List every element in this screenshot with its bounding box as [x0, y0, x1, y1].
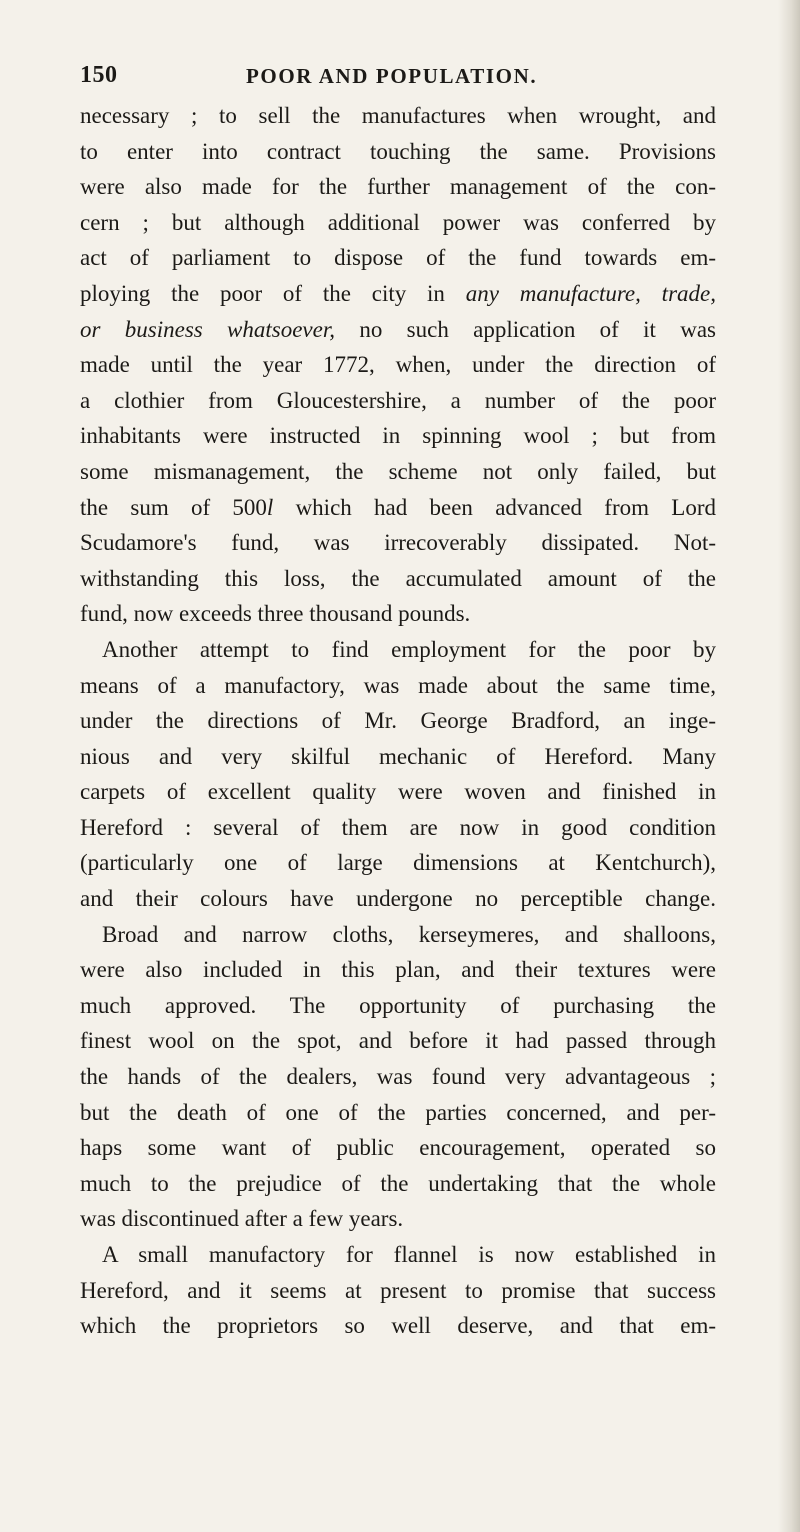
text-run: and their colours have undergone no perceptible change.: [80, 886, 716, 912]
page-header: [80, 62, 720, 96]
text-line: [80, 1166, 716, 1202]
text-line: [80, 347, 716, 383]
text-run: haps some want of public encouragement, operated so: [80, 1135, 716, 1161]
text-run: inhabitants were instructed in spinning wool ; but from: [80, 423, 716, 449]
text-run: to enter into contract touching the same. Provisions: [80, 138, 716, 164]
text-run: which the proprietors so well deserve, and that em-: [80, 1313, 716, 1339]
text-line: [80, 845, 716, 881]
text-line: [80, 881, 716, 917]
text-run: were also made for the further management of the con-: [80, 174, 716, 200]
text-run: which had been advanced from Lord: [273, 494, 716, 520]
text-line: [80, 917, 716, 953]
page-number: 150: [80, 62, 118, 88]
text-line: [80, 98, 716, 134]
text-run: Hereford : several of them are now in good condition: [80, 814, 716, 840]
text-run: no such application of it was: [335, 316, 716, 342]
italic-run: or business whatsoever,: [80, 316, 336, 342]
text-run: much to the prejudice of the undertaking that the whole: [80, 1170, 716, 1196]
text-line: [80, 774, 716, 810]
text-line: [80, 1308, 716, 1344]
text-run: necessary ; to sell the manufactures when wrought, and: [80, 103, 716, 128]
text-line: [80, 739, 716, 775]
text-line: [80, 1095, 716, 1131]
italic-run: any manufacture, trade,: [465, 280, 716, 306]
text-line: [80, 596, 716, 632]
text-run: finest wool on the spot, and before it had passed through: [80, 1028, 716, 1054]
text-run: under the directions of Mr. George Bradford, an inge-: [80, 708, 716, 734]
text-run: Hereford, and it seems at present to promise that success: [80, 1277, 716, 1303]
text-line: [80, 1059, 716, 1095]
text-run: Another attempt to find employment for the poor by: [102, 636, 716, 662]
text-run: much approved. The opportunity of purchasing the: [80, 992, 716, 1018]
text-line: [80, 1273, 716, 1309]
text-line: [80, 1130, 716, 1166]
text-line: [80, 418, 716, 454]
text-run: fund, now exceeds three thousand pounds.: [80, 601, 471, 627]
text-line: [80, 1201, 716, 1237]
text-run: were also included in this plan, and their textures were: [80, 957, 716, 983]
text-run: means of a manufactory, was made about the same time,: [80, 672, 716, 698]
text-run: act of parliament to dispose of the fund towards em-: [80, 245, 716, 271]
text-line: [80, 490, 716, 526]
text-line: [80, 312, 716, 348]
text-run: a clothier from Gloucestershire, a number of the poor: [80, 387, 716, 413]
text-line: [80, 668, 716, 704]
text-run: ploying the poor of the city in: [80, 280, 466, 306]
text-line: [80, 952, 716, 988]
text-line: [80, 454, 716, 490]
page-edge-shadow: [778, 0, 800, 1532]
text-run: the hands of the dealers, was found very advantageous ;: [80, 1064, 716, 1090]
text-run: A small manufactory for flannel is now established in: [102, 1242, 716, 1267]
text-run: was discontinued after a few years.: [80, 1206, 404, 1232]
text-line: [80, 810, 716, 846]
text-run: nious and very skilful mechanic of Hereford. Many: [80, 743, 716, 769]
text-run: Broad and narrow cloths, kerseymeres, and shalloons,: [102, 921, 716, 947]
text-line: [80, 988, 716, 1024]
text-line: [80, 169, 716, 205]
text-line: [80, 240, 716, 276]
text-line: [80, 383, 716, 419]
text-run: (particularly one of large dimensions at Kentchurch),: [80, 850, 716, 876]
text-line: [80, 1237, 716, 1273]
text-line: [80, 205, 716, 241]
text-run: the sum of 500: [80, 494, 267, 520]
text-run: carpets of excellent quality were woven and finished in: [80, 779, 716, 805]
text-line: [80, 276, 716, 312]
text-line: [80, 134, 716, 170]
text-run: Scudamore's fund, was irrecoverably dissipated. Not-: [80, 530, 716, 556]
text-run: some mismanagement, the scheme not only failed, but: [80, 458, 716, 484]
text-run: cern ; but although additional power was conferred by: [80, 209, 716, 235]
text-run: withstanding this loss, the accumulated amount of the: [80, 565, 716, 591]
body-text: [80, 98, 716, 1344]
text-line: [80, 561, 716, 597]
text-line: [80, 525, 716, 561]
italic-run: l: [266, 494, 274, 520]
text-run: made until the year 1772, when, under the direction of: [80, 352, 716, 378]
running-head: POOR AND POPULATION.: [246, 64, 538, 88]
text-line: [80, 632, 716, 668]
text-line: [80, 703, 716, 739]
text-line: [80, 1023, 716, 1059]
text-run: but the death of one of the parties concerned, and per-: [80, 1099, 716, 1125]
